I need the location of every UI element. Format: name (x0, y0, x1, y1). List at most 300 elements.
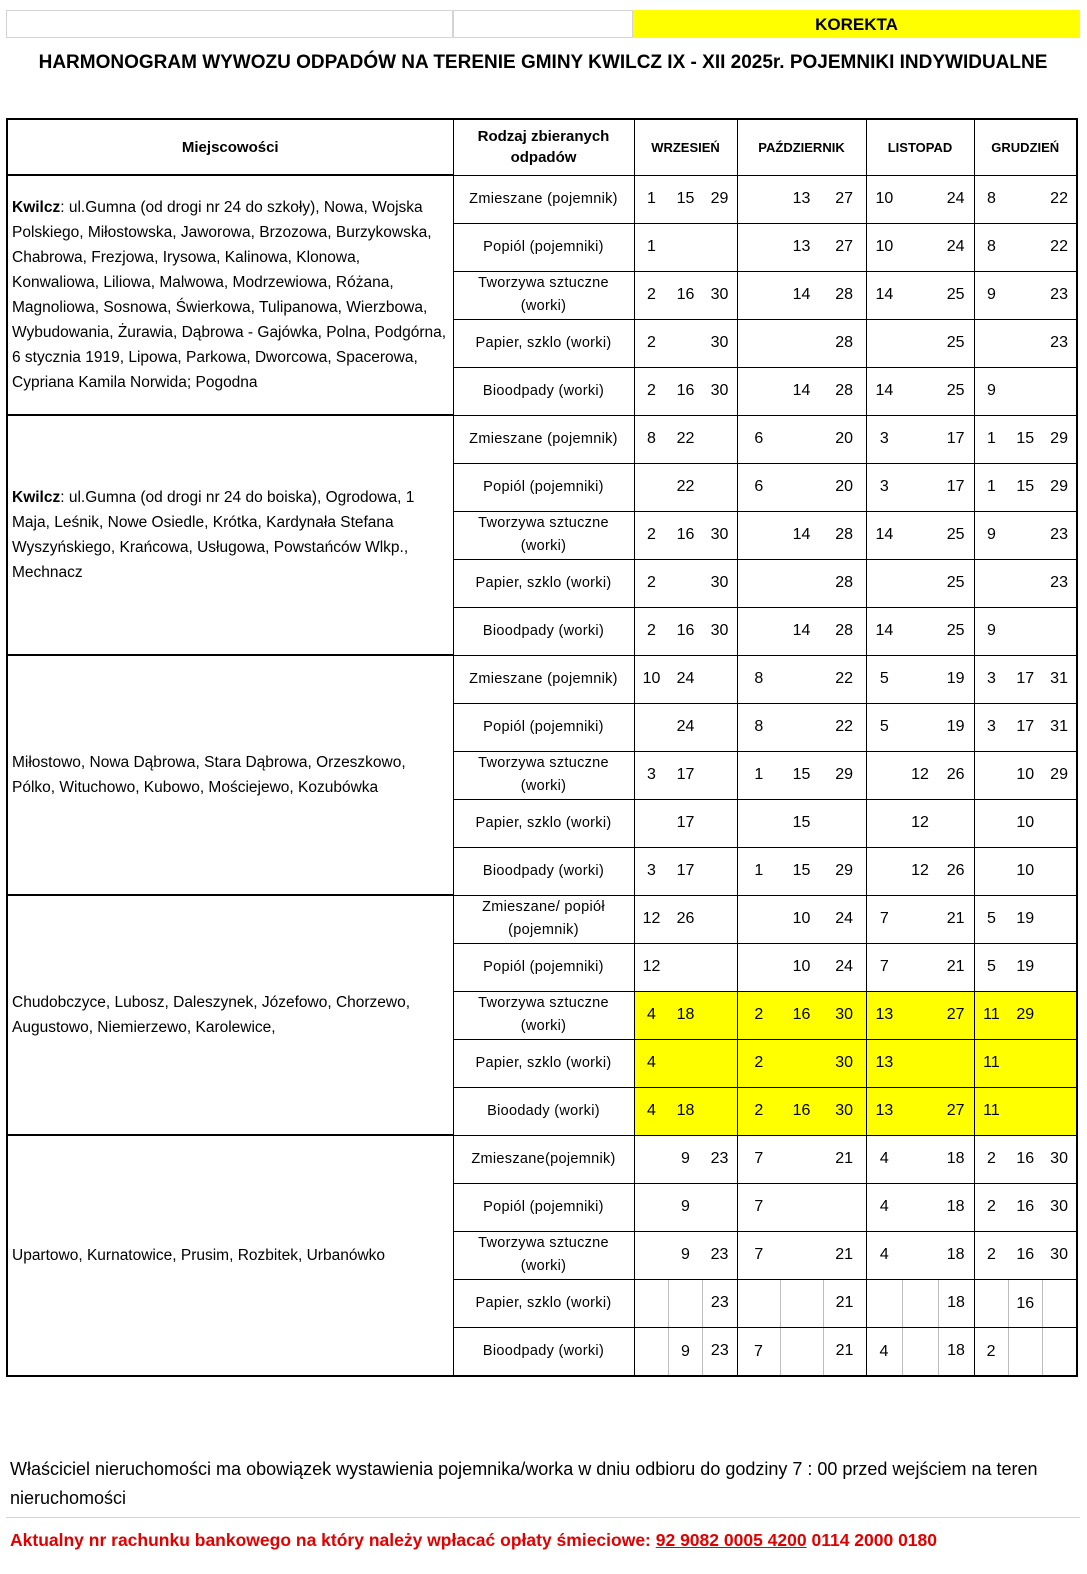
collection-day: 3 (986, 670, 996, 687)
waste-type-cell: Zmieszane/ popiół (pojemnik) (453, 895, 634, 943)
collection-day: 10 (875, 238, 894, 255)
month-cell-november (866, 895, 974, 943)
date-list (635, 992, 737, 1039)
collection-day: 16 (676, 382, 695, 399)
location-text: Chudobczyce, Lubosz, Daleszynek, Józefowo, Chorzewo, Augustowo, Niemierzewo, Karolewice, (12, 994, 411, 1036)
month-cell-september (634, 1183, 737, 1231)
month-cell-october (737, 223, 866, 271)
collection-day: 16 (1016, 1246, 1035, 1263)
korekta-badge: KOREKTA (633, 10, 1080, 38)
date-list (975, 848, 1077, 895)
collection-day: 2 (754, 1102, 764, 1119)
date-list (975, 176, 1077, 223)
date-list (635, 800, 737, 847)
location-cell (7, 415, 453, 655)
date-list (738, 1088, 866, 1135)
month-cell-september (634, 511, 737, 559)
collection-day: 12 (911, 862, 929, 879)
month-cell-december (974, 655, 1077, 703)
date-list (975, 1088, 1077, 1135)
date-list (635, 1136, 737, 1183)
collection-day: 24 (946, 190, 965, 207)
collection-day: 8 (986, 190, 996, 207)
collection-day: 3 (647, 766, 656, 783)
collection-day: 17 (946, 430, 965, 447)
collection-day: 4 (647, 1054, 656, 1071)
date-list (975, 1280, 1077, 1327)
date-list (635, 1328, 737, 1375)
collection-day: 17 (946, 478, 965, 495)
location-text: : ul.Gumna (od drogi nr 24 do boiska), Ogrodowa, 1 Maja, Leśnik, Nowe Osiedle, Krótka, Kardynała Stefana Wyszyńskiego, Krańcowa, Usługowa, Powstańców Wlkp., Mechnacz (12, 489, 415, 581)
date-list (738, 896, 866, 943)
footer (6, 1438, 1080, 1563)
month-cell-december (974, 1183, 1077, 1231)
collection-day: 4 (647, 1006, 656, 1023)
collection-day: 16 (676, 286, 695, 303)
collection-day: 25 (946, 382, 965, 399)
collection-day: 30 (710, 382, 729, 399)
collection-day: 20 (835, 430, 854, 447)
collection-day: 29 (835, 862, 854, 879)
month-cell-december (974, 415, 1077, 463)
collection-day (635, 1280, 669, 1327)
date-list (738, 1232, 866, 1279)
date-list (635, 176, 737, 223)
month-cell-december (974, 367, 1077, 415)
collection-day: 30 (710, 526, 729, 543)
month-cell-september (634, 1327, 737, 1376)
date-list (975, 368, 1077, 415)
collection-day: 25 (946, 334, 965, 351)
date-list (635, 1280, 737, 1327)
bank-account-label: Aktualny nr rachunku bankowego na który należy wpłacać opłaty śmieciowe: (10, 1530, 656, 1550)
collection-day: 5 (879, 670, 889, 687)
collection-day: 2 (647, 526, 656, 543)
collection-day: 23 (1050, 574, 1068, 591)
month-cell-november (866, 223, 974, 271)
collection-day: 31 (1050, 718, 1068, 735)
waste-type-cell: Bioodpady (worki) (453, 1327, 634, 1376)
collection-day: 24 (946, 238, 965, 255)
month-cell-october (737, 991, 866, 1039)
table-header-row (7, 119, 1077, 175)
waste-type-cell: Bioodpady (worki) (453, 367, 634, 415)
collection-day: 30 (835, 1006, 854, 1023)
collection-day: 9 (986, 286, 996, 303)
collection-day: 27 (835, 238, 854, 255)
date-list (738, 416, 866, 463)
collection-day: 24 (676, 718, 695, 735)
collection-day: 23 (1050, 526, 1068, 543)
collection-day: 22 (676, 430, 695, 447)
month-cell-december (974, 895, 1077, 943)
collection-day: 14 (792, 622, 811, 639)
collection-day: 17 (1016, 670, 1035, 687)
date-list (635, 656, 737, 703)
date-list (635, 848, 737, 895)
month-cell-september (634, 1231, 737, 1279)
date-list (738, 272, 866, 319)
collection-day: 23 (1050, 286, 1068, 303)
collection-day: 11 (983, 1054, 1000, 1071)
month-cell-october (737, 1135, 866, 1183)
collection-day: 27 (946, 1006, 965, 1023)
waste-type-cell: Popiól (pojemniki) (453, 943, 634, 991)
collection-day: 26 (946, 862, 965, 879)
collection-day: 30 (1050, 1198, 1068, 1215)
month-cell-september (634, 751, 737, 799)
date-list (738, 944, 866, 991)
date-list (867, 320, 974, 367)
collection-day: 5 (879, 718, 889, 735)
collection-day: 30 (710, 286, 729, 303)
collection-day: 16 (1016, 1150, 1035, 1167)
collection-day: 30 (1050, 1246, 1068, 1263)
date-list (738, 848, 866, 895)
header-month-november: LISTOPAD (866, 119, 974, 175)
month-cell-september (634, 943, 737, 991)
waste-type-cell: Papier, szklo (worki) (453, 799, 634, 847)
date-list (635, 320, 737, 367)
date-list (738, 368, 866, 415)
collection-day: 18 (946, 1198, 965, 1215)
date-list (738, 464, 866, 511)
month-cell-november (866, 319, 974, 367)
month-cell-december (974, 1039, 1077, 1087)
date-list (738, 752, 866, 799)
date-list (635, 560, 737, 607)
month-cell-october (737, 847, 866, 895)
location-text: Upartowo, Kurnatowice, Prusim, Rozbitek, Urbanówko (12, 1246, 386, 1264)
collection-day: 22 (676, 478, 695, 495)
collection-day: 28 (835, 382, 854, 399)
date-list (635, 944, 737, 991)
month-cell-october (737, 943, 866, 991)
waste-type-cell: Bioodpady (worki) (453, 607, 634, 655)
collection-day: 25 (946, 526, 965, 543)
collection-day: 24 (835, 910, 854, 927)
date-list (867, 416, 974, 463)
month-cell-november (866, 463, 974, 511)
month-cell-december (974, 1231, 1077, 1279)
month-cell-december (974, 559, 1077, 607)
table-row (7, 655, 1077, 703)
date-list (867, 1328, 974, 1375)
date-list (867, 1040, 974, 1087)
month-cell-november (866, 1039, 974, 1087)
collection-day: 12 (642, 910, 661, 927)
date-list (867, 512, 974, 559)
collection-day: 18 (676, 1006, 695, 1023)
collection-day: 15 (1016, 430, 1035, 447)
collection-day: 7 (879, 910, 889, 927)
waste-type-cell: Papier, szklo (worki) (453, 319, 634, 367)
date-list (867, 464, 974, 511)
date-list (738, 560, 866, 607)
collection-day: 2 (986, 1246, 996, 1263)
collection-day: 28 (835, 622, 854, 639)
collection-day: 30 (710, 574, 729, 591)
location-bold-label: Kwilcz (12, 489, 61, 506)
date-list (738, 224, 866, 271)
collection-day: 25 (946, 286, 965, 303)
waste-type-cell: Bioodpady (worki) (453, 847, 634, 895)
collection-day: 10 (792, 958, 811, 975)
collection-day: 26 (946, 766, 965, 783)
collection-day: 14 (792, 382, 811, 399)
collection-day: 1 (647, 190, 656, 207)
collection-day: 29 (1050, 478, 1068, 495)
date-list (635, 1040, 737, 1087)
collection-day: 9 (681, 1150, 690, 1167)
collection-day: 21 (835, 1342, 854, 1359)
collection-day: 27 (946, 1102, 965, 1119)
date-list (635, 896, 737, 943)
month-cell-december (974, 223, 1077, 271)
collection-day: 13 (792, 190, 811, 207)
month-cell-december (974, 271, 1077, 319)
collection-day (903, 1280, 939, 1327)
month-cell-november (866, 367, 974, 415)
collection-day: 30 (710, 334, 729, 351)
month-cell-october (737, 799, 866, 847)
month-cell-october (737, 1087, 866, 1135)
location-text: : ul.Gumna (od drogi nr 24 do szkoły), Nowa, Wojska Polskiego, Miłostowska, Jaworowa, Brzozowa, Burzykowska, Chabrowa, Frezjowa, Irysowa, Kalinowa, Klonowa, Konwaliowa, Liliowa, Malwowa, Modrzewiowa, Różana, Magnoliowa, Sosnowa, Świerkowa, Tulipanowa, Wierzbowa, Wybudowania, Żurawia, Dąbrowa - Gajówka, Polna, Podgórna, 6 stycznia 1919, Lipowa, Parkowa, Dworcowa, Spacerowa, Cypriana Kamila Norwida; Pogodna (12, 199, 447, 391)
month-cell-september (634, 703, 737, 751)
date-list (867, 848, 974, 895)
collection-day (781, 1280, 824, 1327)
date-list (635, 272, 737, 319)
location-cell (7, 655, 453, 895)
collection-day: 4 (879, 1198, 889, 1215)
collection-day: 28 (835, 526, 854, 543)
month-cell-october (737, 463, 866, 511)
collection-day: 21 (946, 958, 965, 975)
location-cell (7, 895, 453, 1135)
month-cell-october (737, 1183, 866, 1231)
page-title: HARMONOGRAM WYWOZU ODPADÓW NA TERENIE GMINY KWILCZ IX - XII 2025r. POJEMNIKI INDYWIDUALNE (38, 52, 1048, 73)
collection-day: 1 (754, 766, 764, 783)
collection-day: 29 (710, 190, 729, 207)
collection-day: 16 (792, 1102, 811, 1119)
collection-day: 30 (835, 1102, 854, 1119)
collection-day: 21 (835, 1294, 854, 1311)
collection-day (669, 1280, 703, 1327)
collection-day (975, 1280, 1009, 1327)
waste-type-cell: Tworzywa sztuczne (worki) (453, 991, 634, 1039)
collection-day: 16 (1016, 1198, 1035, 1215)
collection-day: 18 (946, 1150, 965, 1167)
collection-day: 13 (875, 1006, 894, 1023)
collection-day: 9 (669, 1328, 703, 1375)
collection-day: 19 (946, 670, 965, 687)
collection-day: 7 (879, 958, 889, 975)
collection-day: 29 (835, 766, 854, 783)
month-cell-september (634, 607, 737, 655)
month-cell-september (634, 223, 737, 271)
collection-day: 25 (946, 574, 965, 591)
month-cell-september (634, 799, 737, 847)
month-cell-december (974, 991, 1077, 1039)
month-cell-december (974, 175, 1077, 223)
month-cell-december (974, 703, 1077, 751)
collection-day: 23 (1050, 334, 1068, 351)
collection-day: 10 (1016, 814, 1035, 831)
bank-account-number-rest: 0114 2000 0180 (806, 1530, 938, 1550)
collection-day: 16 (1009, 1280, 1043, 1327)
collection-day: 5 (986, 910, 996, 927)
waste-type-cell: Papier, szklo (worki) (453, 559, 634, 607)
collection-day: 23 (710, 1150, 729, 1167)
date-list (635, 368, 737, 415)
date-list (867, 608, 974, 655)
waste-type-cell: Papier, szklo (worki) (453, 1039, 634, 1087)
waste-type-cell: Popiól (pojemniki) (453, 463, 634, 511)
waste-type-cell: Tworzywa sztuczne (worki) (453, 1231, 634, 1279)
month-cell-september (634, 847, 737, 895)
collection-day: 2 (975, 1328, 1009, 1375)
date-list (975, 1328, 1077, 1375)
collection-day: 21 (835, 1246, 854, 1263)
collection-day: 9 (986, 526, 996, 543)
collection-day: 24 (835, 958, 854, 975)
collection-day: 2 (647, 382, 656, 399)
date-list (867, 800, 974, 847)
collection-day: 29 (1050, 766, 1068, 783)
schedule-body (7, 175, 1077, 1376)
date-list (738, 320, 866, 367)
collection-day: 11 (983, 1006, 1000, 1023)
collection-day: 14 (875, 622, 894, 639)
waste-type-cell: Zmieszane (pojemnik) (453, 415, 634, 463)
month-cell-october (737, 175, 866, 223)
month-cell-october (737, 895, 866, 943)
date-list (867, 272, 974, 319)
month-cell-december (974, 847, 1077, 895)
collection-day: 24 (676, 670, 695, 687)
collection-day: 23 (710, 1294, 729, 1311)
month-cell-september (634, 991, 737, 1039)
collection-day: 22 (1050, 190, 1068, 207)
collection-day: 6 (754, 478, 764, 495)
month-cell-december (974, 1135, 1077, 1183)
footer-note: Właściciel nieruchomości ma obowiązek wystawienia pojemnika/worka w dniu odbioru do godziny 7 : 00 przed wejściem na teren nieruchomości (6, 1438, 1080, 1518)
month-cell-november (866, 1183, 974, 1231)
month-cell-september (634, 415, 737, 463)
collection-day: 22 (1050, 238, 1068, 255)
month-cell-october (737, 511, 866, 559)
collection-day: 2 (647, 286, 656, 303)
waste-type-cell: Tworzywa sztuczne (worki) (453, 751, 634, 799)
collection-day (1009, 1328, 1043, 1375)
date-list (635, 224, 737, 271)
date-list (975, 1232, 1077, 1279)
date-list (975, 416, 1077, 463)
date-list (867, 656, 974, 703)
collection-day: 8 (986, 238, 996, 255)
collection-day: 4 (879, 1246, 889, 1263)
date-list (635, 1184, 737, 1231)
month-cell-october (737, 1039, 866, 1087)
collection-day: 7 (738, 1328, 781, 1375)
collection-day: 7 (754, 1246, 764, 1263)
collection-day: 10 (1016, 862, 1035, 879)
date-list (975, 992, 1077, 1039)
month-cell-october (737, 1279, 866, 1327)
waste-type-cell: Popiól (pojemniki) (453, 223, 634, 271)
date-list (975, 656, 1077, 703)
date-list (635, 416, 737, 463)
collection-day: 2 (647, 622, 656, 639)
month-cell-september (634, 895, 737, 943)
date-list (738, 176, 866, 223)
date-list (975, 704, 1077, 751)
waste-type-cell: Zmieszane (pojemnik) (453, 655, 634, 703)
month-cell-october (737, 1327, 866, 1376)
waste-type-cell: Popiól (pojemniki) (453, 703, 634, 751)
date-list (975, 752, 1077, 799)
month-cell-november (866, 847, 974, 895)
month-cell-october (737, 703, 866, 751)
month-cell-december (974, 799, 1077, 847)
collection-day: 14 (792, 526, 811, 543)
date-list (738, 1328, 866, 1375)
collection-day: 17 (1016, 718, 1035, 735)
month-cell-september (634, 1279, 737, 1327)
date-list (975, 800, 1077, 847)
top-header-bar (6, 10, 1080, 39)
location-cell (7, 1135, 453, 1376)
collection-day: 23 (710, 1246, 729, 1263)
collection-day: 3 (879, 478, 889, 495)
month-cell-november (866, 943, 974, 991)
date-list (975, 224, 1077, 271)
date-list (738, 1040, 866, 1087)
date-list (738, 1280, 866, 1327)
month-cell-november (866, 751, 974, 799)
date-list (975, 896, 1077, 943)
header-month-september: WRZESIEŃ (634, 119, 737, 175)
collection-day: 10 (792, 910, 811, 927)
location-cell (7, 175, 453, 415)
collection-day: 11 (983, 1102, 1000, 1119)
collection-day: 7 (754, 1150, 764, 1167)
collection-day: 12 (911, 814, 929, 831)
collection-day: 3 (879, 430, 889, 447)
collection-day: 2 (754, 1006, 764, 1023)
date-list (635, 1232, 737, 1279)
month-cell-october (737, 559, 866, 607)
header-month-october: PAŹDZIERNIK (737, 119, 866, 175)
header-month-december: GRUDZIEŃ (974, 119, 1077, 175)
date-list (867, 896, 974, 943)
collection-day: 9 (681, 1198, 690, 1215)
date-list (975, 944, 1077, 991)
date-list (738, 800, 866, 847)
collection-day: 16 (676, 526, 695, 543)
collection-day: 14 (875, 382, 894, 399)
bank-account-number-underlined: 92 9082 0005 4200 (655, 1530, 807, 1550)
schedule-table (6, 118, 1078, 1377)
month-cell-december (974, 1327, 1077, 1376)
collection-day: 19 (1016, 910, 1035, 927)
date-list (867, 992, 974, 1039)
month-cell-october (737, 607, 866, 655)
date-list (738, 656, 866, 703)
collection-day: 2 (754, 1054, 764, 1071)
collection-day: 30 (835, 1054, 854, 1071)
date-list (975, 272, 1077, 319)
